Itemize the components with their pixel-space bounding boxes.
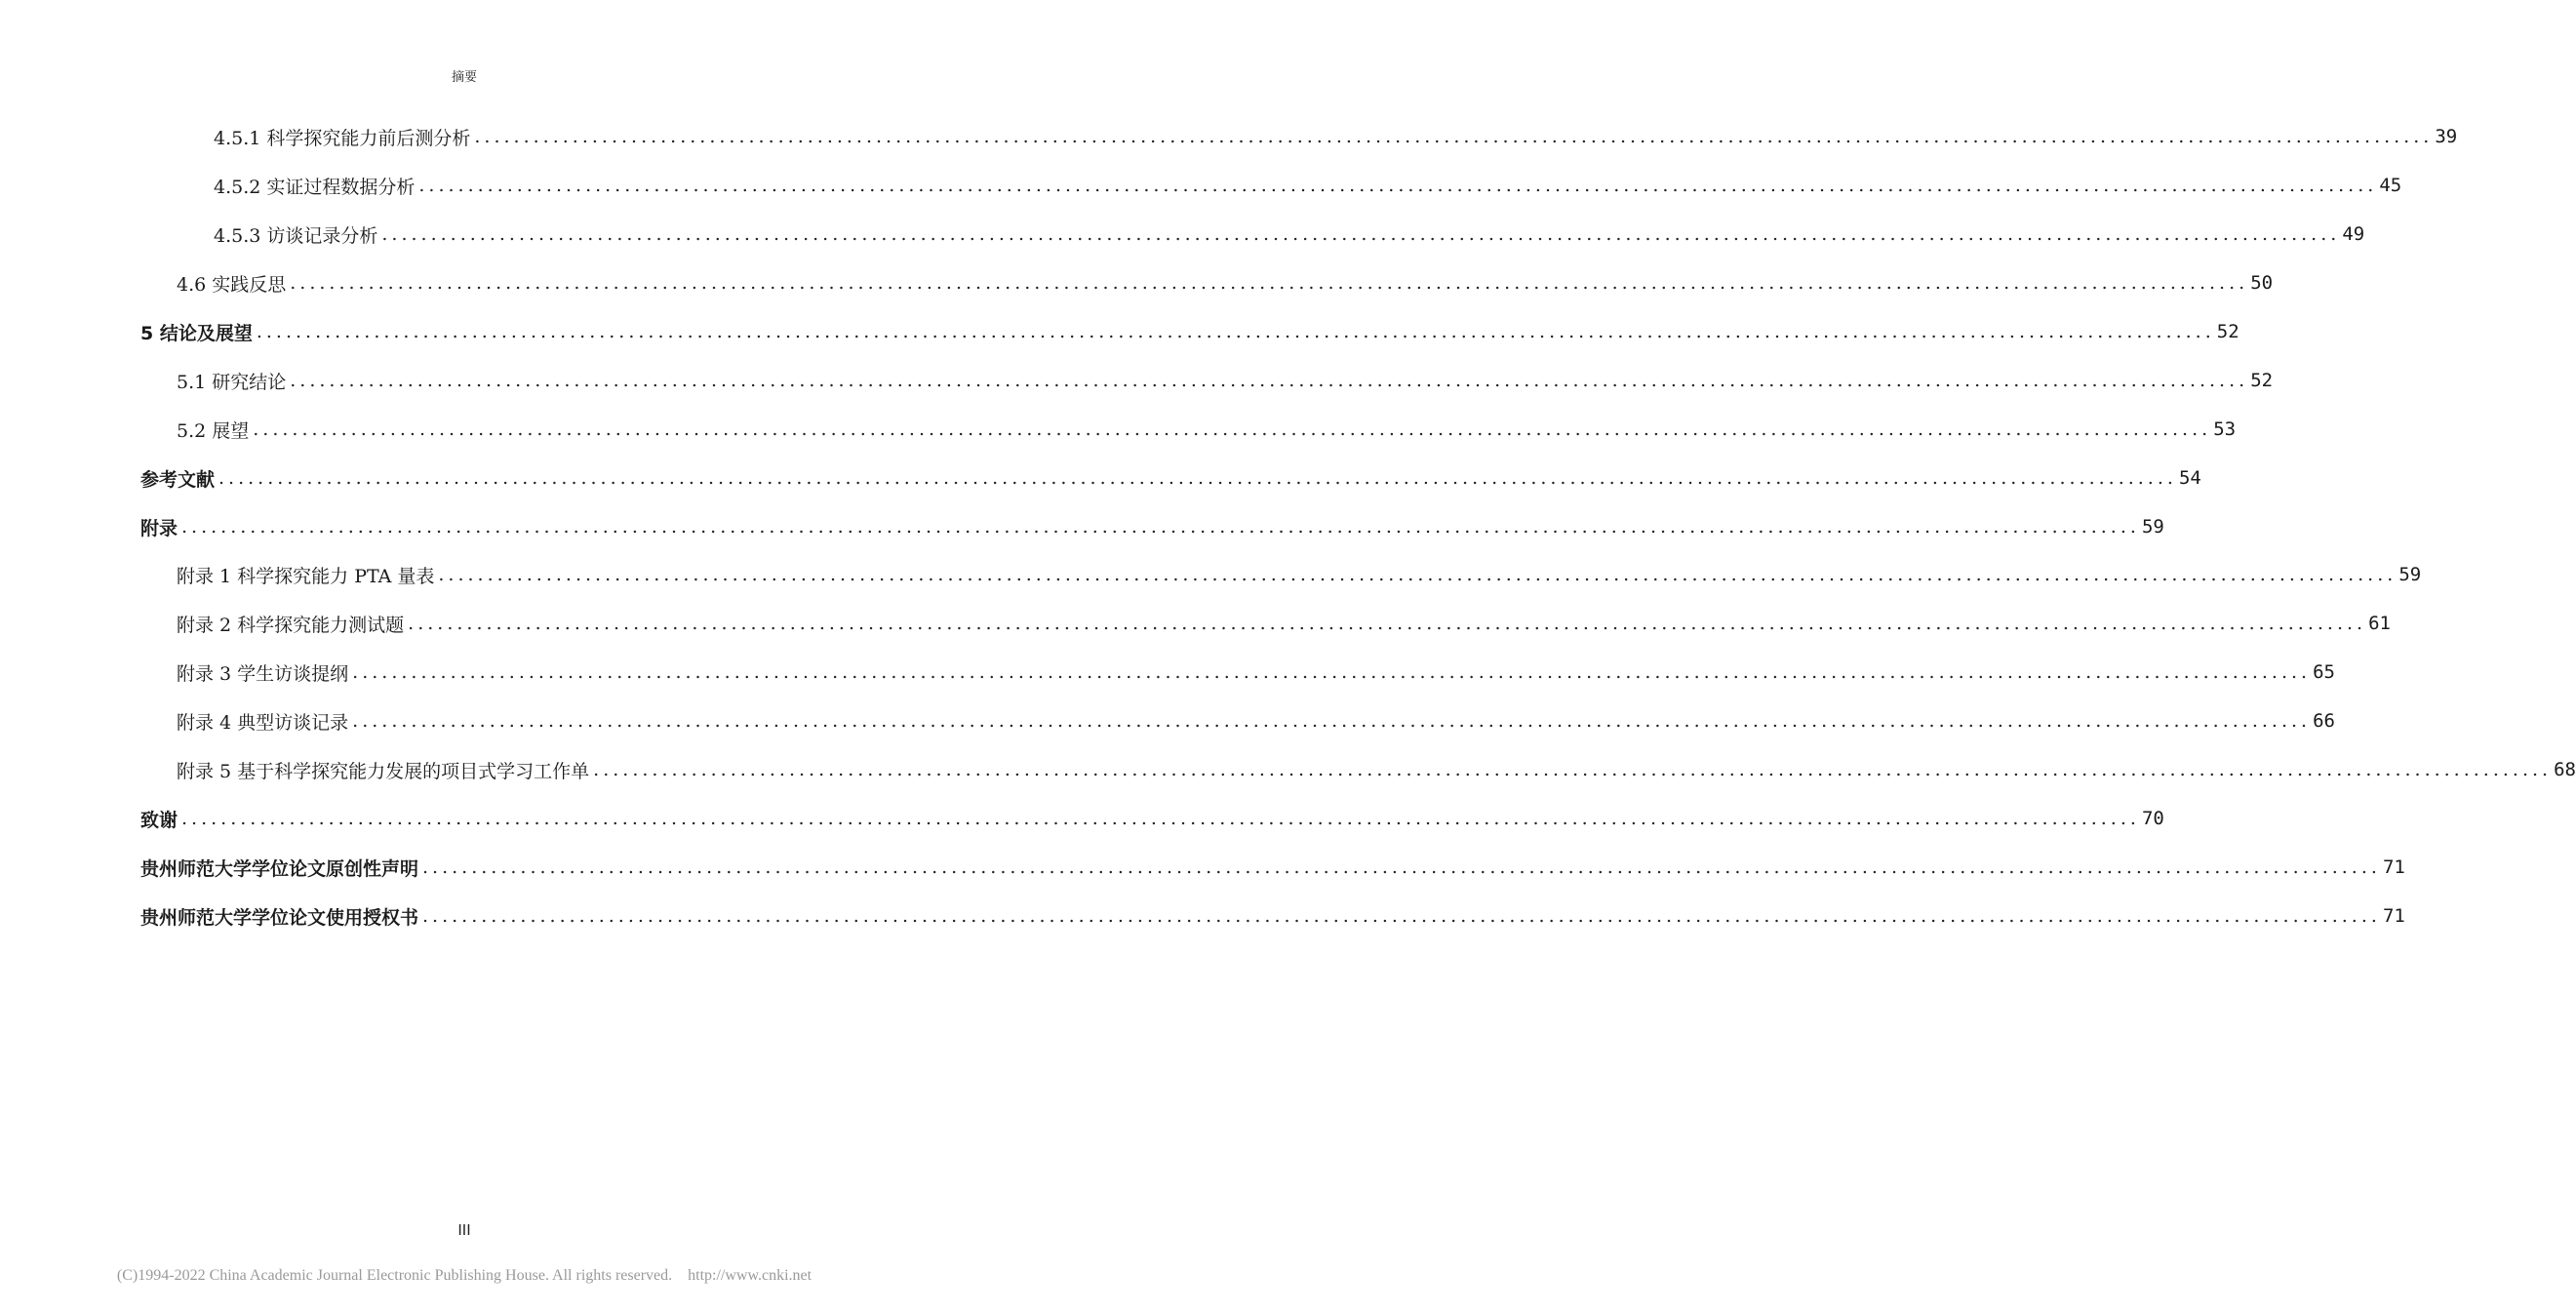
toc-page-number: 66 — [2313, 710, 2335, 732]
toc-leader-dots: ........................................................................................................................................................................................................ — [438, 564, 2398, 585]
toc-leader-dots: ........................................................................................................................................................................................................ — [418, 175, 2378, 196]
toc-page-number: 70 — [2141, 808, 2164, 829]
toc-entry-chapter-5[interactable] — [140, 312, 2239, 351]
toc-entry-5-2[interactable] — [177, 410, 2237, 449]
toc-entry-appendix-5[interactable] — [177, 750, 2576, 789]
copyright-notice: (C)1994-2022 China Academic Journal Electronic Publishing House. All rights reserved. http://www.cnki.net — [116, 1267, 812, 1284]
toc-leader-dots: ........................................................................................................................................................................................................ — [474, 126, 2434, 147]
toc-entry-4-5-2[interactable] — [214, 166, 2402, 205]
toc-page-number: 71 — [2382, 905, 2405, 927]
toc-entry-appendix-2[interactable] — [177, 604, 2391, 643]
toc-page-number: 65 — [2313, 661, 2335, 683]
toc-entry-label: 附录 3 学生访谈提纲 — [177, 662, 349, 685]
running-header: 摘要 — [451, 70, 477, 85]
toc-entry-4-6[interactable] — [177, 263, 2274, 302]
toc-entry-acknowledgements[interactable] — [140, 799, 2164, 838]
toc-leader-dots: ........................................................................................................................................................................................................ — [290, 370, 2249, 391]
toc-leader-dots: ........................................................................................................................................................................................................ — [422, 856, 2381, 878]
toc-entry-label: 贵州师范大学学位论文原创性声明 — [140, 857, 419, 880]
toc-entry-label: 致谢 — [140, 809, 178, 831]
toc-leader-dots: ........................................................................................................................................................................................................ — [218, 467, 2177, 489]
toc-leader-dots: ........................................................................................................................................................................................................ — [352, 661, 2312, 683]
toc-entry-label: 5.2 展望 — [177, 419, 250, 442]
page-number: III — [457, 1221, 471, 1239]
toc-page-number: 52 — [2216, 321, 2239, 342]
toc-page-number: 45 — [2379, 175, 2402, 196]
toc-entry-label: 4.6 实践反思 — [177, 273, 287, 296]
toc-page-number: 59 — [2398, 564, 2422, 585]
toc-page-number: 39 — [2435, 126, 2458, 147]
toc-entry-4-5-1[interactable] — [214, 117, 2458, 156]
toc-page-number: 61 — [2368, 613, 2391, 634]
toc-page-number: 71 — [2382, 856, 2405, 878]
toc-entry-label: 附录 4 典型访谈记录 — [177, 711, 349, 734]
toc-leader-dots: ........................................................................................................................................................................................................ — [593, 759, 2553, 780]
toc-page-number: 68 — [2554, 759, 2576, 780]
toc-entry-appendix-1[interactable] — [177, 555, 2422, 594]
toc-entry-originality-statement[interactable] — [140, 848, 2405, 887]
toc-entry-4-5-3[interactable] — [214, 215, 2365, 254]
toc-page-number: 52 — [2250, 370, 2274, 391]
toc-entry-label: 附录 — [140, 517, 178, 539]
toc-page-number: 49 — [2342, 223, 2365, 245]
toc-leader-dots: ........................................................................................................................................................................................................ — [256, 321, 2215, 342]
toc-leader-dots: ........................................................................................................................................................................................................ — [181, 516, 2140, 538]
toc-leader-dots: ........................................................................................................................................................................................................ — [181, 808, 2140, 829]
toc-page-number: 59 — [2141, 516, 2164, 538]
toc-entry-references[interactable] — [140, 458, 2201, 498]
toc-leader-dots: ........................................................................................................................................................................................................ — [253, 418, 2212, 440]
toc-entry-authorization[interactable] — [140, 896, 2405, 936]
toc-leader-dots: ........................................................................................................................................................................................................ — [408, 613, 2367, 634]
toc-entry-label: 4.5.2 实证过程数据分析 — [214, 176, 416, 198]
toc-entry-label: 附录 1 科学探究能力 PTA 量表 — [177, 565, 435, 587]
toc-entry-appendix-3[interactable] — [177, 653, 2335, 692]
toc-entry-label: 5 结论及展望 — [140, 322, 253, 344]
toc-entry-appendix-4[interactable] — [177, 701, 2335, 740]
toc-leader-dots: ........................................................................................................................................................................................................ — [422, 905, 2381, 927]
toc-leader-dots: ........................................................................................................................................................................................................ — [290, 272, 2249, 294]
toc-page-number: 54 — [2178, 467, 2201, 489]
toc-entry-label: 4.5.3 访谈记录分析 — [214, 224, 378, 247]
toc-page-number: 50 — [2250, 272, 2274, 294]
toc-entry-label: 4.5.1 科学探究能力前后测分析 — [214, 127, 471, 149]
toc-entry-label: 附录 2 科学探究能力测试题 — [177, 614, 405, 636]
toc-entry-label: 5.1 研究结论 — [177, 371, 287, 393]
toc-entry-label: 贵州师范大学学位论文使用授权书 — [140, 906, 419, 929]
toc-leader-dots: ........................................................................................................................................................................................................ — [381, 223, 2341, 245]
toc-page-number: 53 — [2213, 418, 2237, 440]
toc-entry-appendix[interactable] — [140, 507, 2164, 546]
toc-entry-5-1[interactable] — [177, 361, 2274, 400]
toc-entry-label: 附录 5 基于科学探究能力发展的项目式学习工作单 — [177, 760, 590, 782]
toc-leader-dots: ........................................................................................................................................................................................................ — [352, 710, 2312, 732]
toc-entry-label: 参考文献 — [140, 468, 216, 491]
